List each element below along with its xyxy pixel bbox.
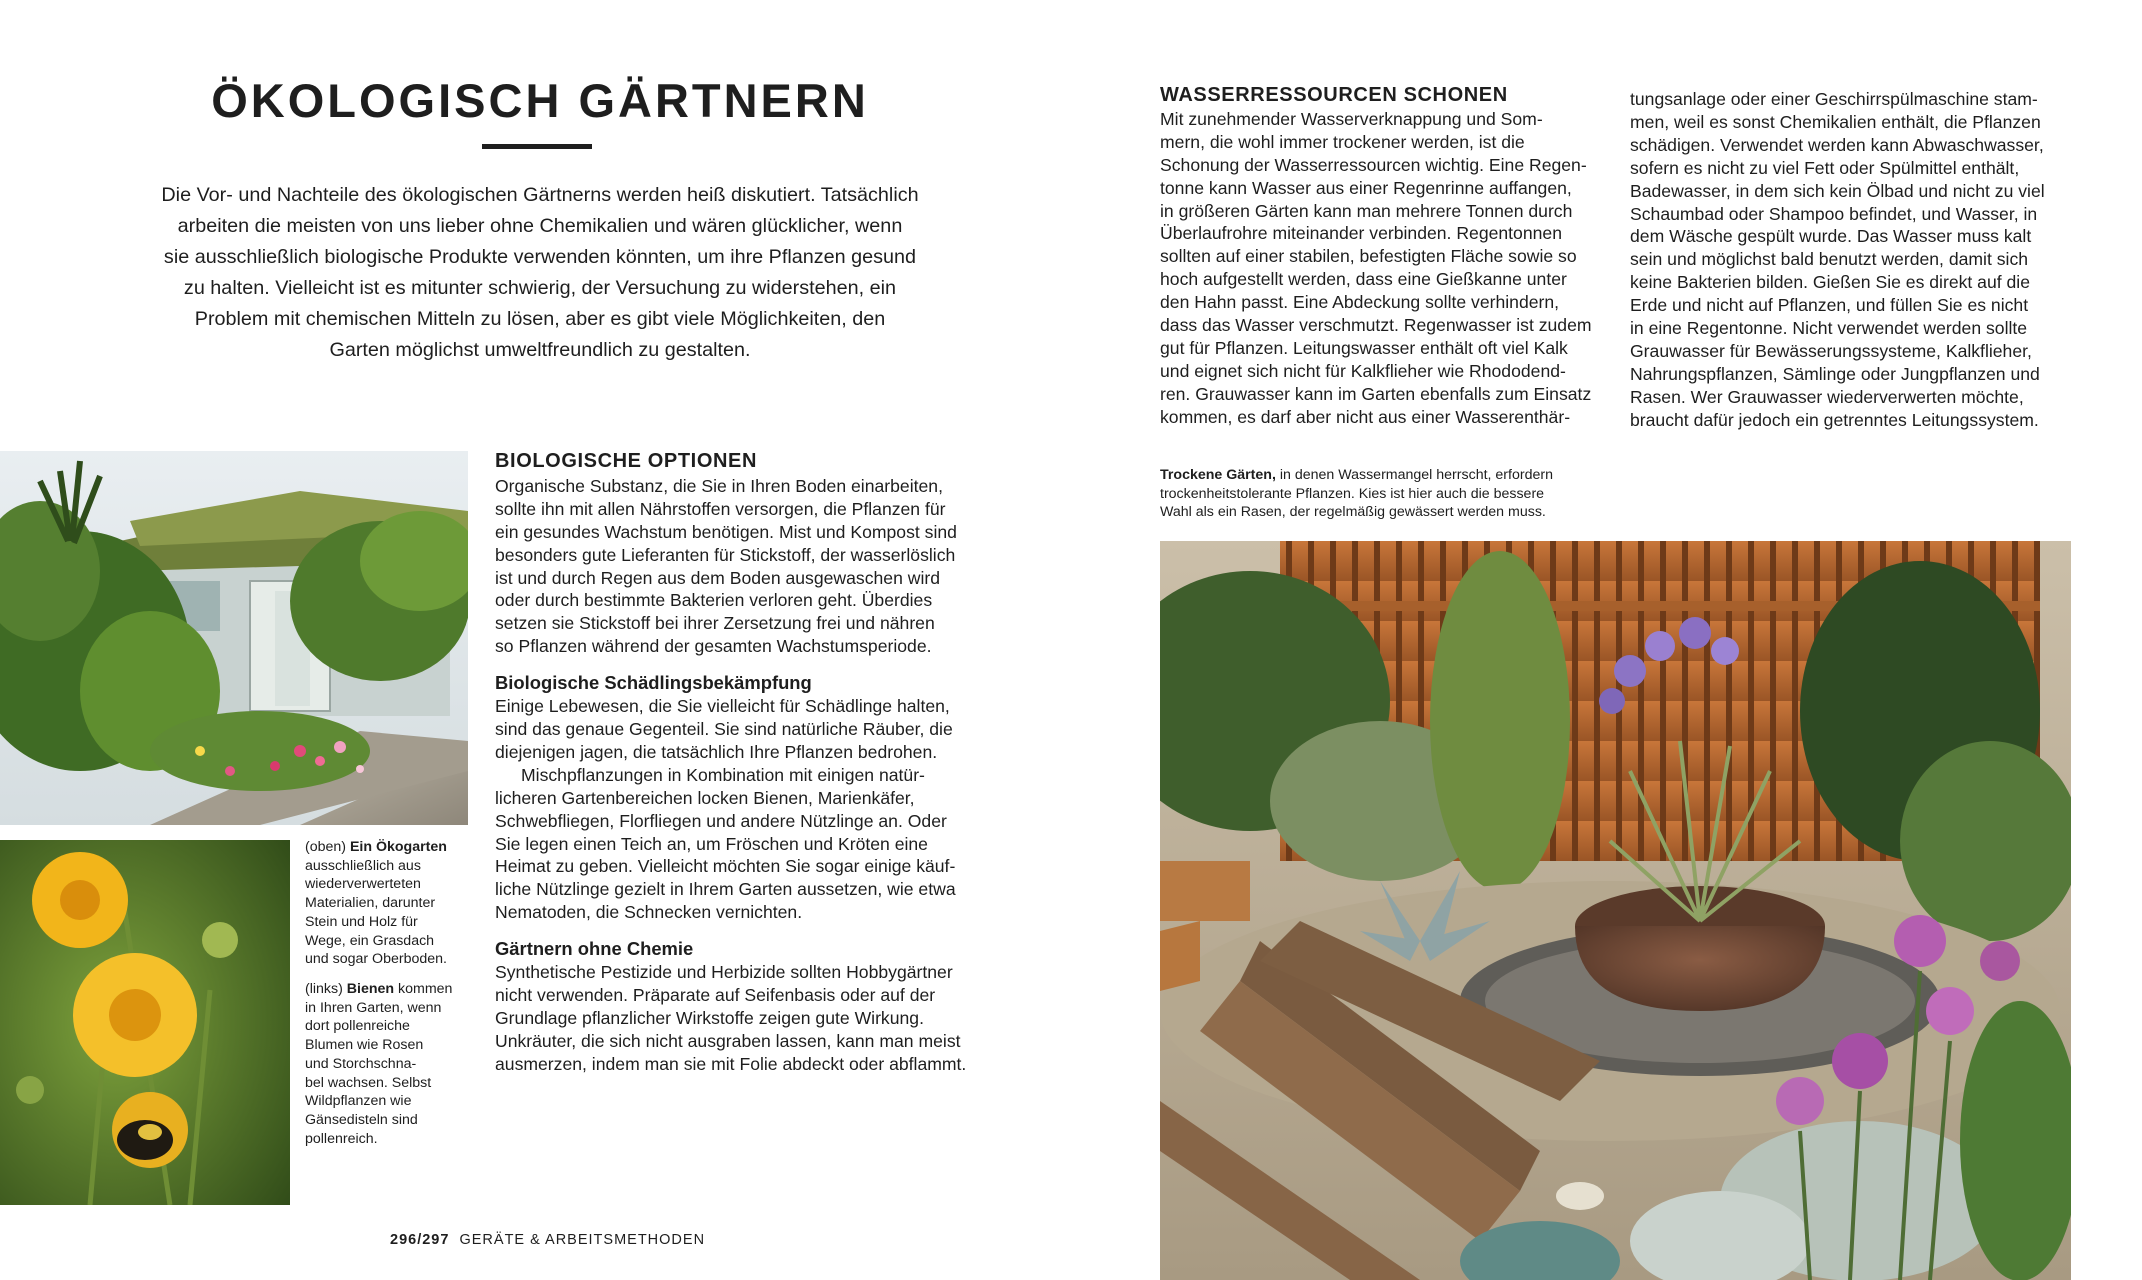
- caption-line: Wildpflanzen wie: [305, 1093, 412, 1110]
- body-line: sollten auf einer stabilen, befestigten Fläche sowie so: [1160, 246, 1577, 267]
- caption-rest: kommen: [394, 981, 453, 997]
- caption-line: wiederverwerteten: [305, 876, 421, 893]
- body-line: sofern es nicht zu viel Fett oder Spülmittel enthält,: [1630, 157, 2020, 178]
- intro-line: Garten möglichst umweltfreundlich zu gestalten.: [329, 339, 751, 361]
- caption-line: bel wachsen. Selbst: [305, 1074, 432, 1091]
- folio: [390, 1232, 705, 1248]
- caption-line: Wahl als ein Rasen, der regelmäßig gewässert werden muss.: [1160, 504, 1546, 521]
- caption-line: in Ihren Garten, wenn: [305, 999, 442, 1016]
- water-column-1: [1160, 84, 1630, 429]
- body-line: Sie legen einen Teich an, um Fröschen und Kröten eine: [495, 833, 928, 854]
- caption-prefix: (oben): [305, 839, 350, 855]
- caption-line: pollenreich.: [305, 1130, 378, 1147]
- title-underline: [482, 144, 592, 149]
- caption-line: und Storchschna-: [305, 1055, 417, 1072]
- intro-line: zu halten. Vielleicht ist es mitunter schwierig, der Versuchung zu widerstehen, ein: [183, 277, 897, 299]
- body-line: tonne kann Wasser aus einer Regenrinne auffangen,: [1160, 177, 1572, 198]
- body-line: sind das genaue Gegenteil. Sie sind natürliche Räuber, die: [495, 718, 953, 739]
- intro-line: Die Vor- und Nachteile des ökologischen Gärtnerns werden heiß diskutiert. Tatsächlich: [161, 184, 919, 206]
- section-heading: BIOLOGISCHE OPTIONEN: [495, 450, 758, 472]
- caption-line: Gänsedisteln sind: [305, 1111, 418, 1128]
- bee-flower-photo: [0, 840, 290, 1205]
- caption-line: Wege, ein Grasdach: [305, 932, 435, 949]
- body-line: Nahrungspflanzen, Sämlinge oder Jungpflanzen und: [1630, 363, 2040, 384]
- eco-garden-photo: [0, 451, 468, 825]
- body-line: Erde und nicht auf Pflanzen, und füllen Sie es nicht: [1630, 295, 2029, 316]
- body-line: nicht verwenden. Präparate auf Seifenbasis oder auf der: [495, 984, 936, 1005]
- body-line: so Pflanzen während der gesamten Wachstumsperiode.: [495, 636, 932, 657]
- page-numbers: 296/297: [390, 1232, 450, 1248]
- body-line: hoch aufgestellt werden, dass eine Gießkanne unter: [1160, 269, 1567, 290]
- caption-line: Stein und Holz für: [305, 913, 418, 930]
- body-line: Einige Lebewesen, die Sie vielleicht für Schädlinge halten,: [495, 696, 950, 717]
- body-line: Grauwasser für Bewässerungssysteme, Kalkflieher,: [1630, 340, 2032, 361]
- body-line: tungsanlage oder einer Geschirrspülmaschine stam-: [1630, 89, 2038, 109]
- body-line: men, weil es sonst Chemikalien enthält, die Pflanzen: [1630, 111, 2041, 132]
- body-line: Badewasser, in dem sich kein Ölbad und nicht zu viel: [1630, 180, 2045, 201]
- intro-line: sie ausschließlich biologische Produkte verwenden könnten, um ihre Pflanzen gesund: [163, 246, 917, 268]
- body-line: den Hahn passt. Eine Abdeckung sollte verhindern,: [1160, 292, 1560, 313]
- body-line: schädigen. Verwendet werden kann Abwaschwasser,: [1630, 134, 2044, 155]
- intro-line: arbeiten die meisten von uns lieber ohne Chemikalien und wären glücklicher, wenn: [177, 215, 903, 237]
- caption-line: ausschließlich aus: [305, 857, 421, 874]
- body-line: Heimat zu geben. Vielleicht möchten Sie sogar einige käuf-: [495, 856, 956, 877]
- caption-line: dort pollenreiche: [305, 1018, 410, 1035]
- subheading-no-chemistry: Gärtnern ohne Chemie: [495, 938, 694, 960]
- caption-eco-garden: [305, 838, 475, 969]
- caption-bold: Ein Ökogarten: [349, 839, 447, 855]
- bio-options-section: [495, 450, 1015, 1076]
- body-line: Mit zunehmender Wasserverknappung und Som-: [1160, 108, 1543, 129]
- caption-dry-garden: [1160, 466, 1630, 522]
- page-title: ÖKOLOGISCH GÄRTNERN: [211, 74, 869, 127]
- caption-prefix: (links): [305, 981, 347, 997]
- body-line: setzen sie Stickstoff bei ihrer Zersetzung frei und nähren: [495, 613, 935, 634]
- subheading-pest-control: Biologische Schädlingsbekämpfung: [495, 672, 812, 694]
- body-line: dass das Wasser verschmutzt. Regenwasser ist zudem: [1160, 315, 1592, 336]
- caption-bees: [305, 980, 475, 1148]
- caption-bold: Trockene Gärten,: [1160, 467, 1276, 483]
- dry-garden-photo: [1160, 541, 2071, 1280]
- body-line: Schaumbad oder Shampoo befindet, und Wasser, in: [1630, 203, 2038, 224]
- body-line: ein gesundes Wachstum benötigen. Mist und Kompost sind: [495, 521, 957, 542]
- body-line: besonders gute Lieferanten für Stickstoff, der wasserlöslich: [495, 544, 956, 565]
- intro-line: Problem mit chemischen Mitteln zu lösen, aber es gibt viele Möglichkeiten, den: [194, 308, 886, 330]
- section-heading-water: WASSERRESSOURCEN SCHONEN: [1160, 84, 1508, 106]
- caption-line: trockenheitstolerante Pflanzen. Kies ist hier auch die bessere: [1160, 485, 1545, 502]
- caption-bold: Bienen: [346, 981, 395, 997]
- body-line: oder durch bestimmte Bakterien verloren geht. Überdies: [495, 590, 933, 611]
- body-line: Unkräuter, die sich nicht ausgraben lassen, kann man meist: [495, 1030, 961, 1051]
- body-line: keine Bakterien bilden. Gießen Sie es direkt auf die: [1630, 272, 2031, 293]
- section-name: GERÄTE & ARBEITSMETHODEN: [459, 1232, 706, 1248]
- body-line: gut für Pflanzen. Leitungswasser enthält oft viel Kalk: [1160, 337, 1568, 358]
- body-line: Synthetische Pestizide und Herbizide sollten Hobbygärtner: [495, 962, 953, 983]
- body-line: ren. Grauwasser kann im Garten ebenfalls zum Einsatz: [1160, 383, 1592, 404]
- caption-line: und sogar Oberboden.: [305, 951, 447, 968]
- body-line: Schwebfliegen, Florfliegen und andere Nützlinge an. Oder: [495, 810, 947, 831]
- caption-line: Blumen wie Rosen: [305, 1037, 424, 1054]
- body-line: mern, die wohl immer trockener werden, ist die: [1160, 131, 1525, 152]
- caption-line: Materialien, darunter: [305, 895, 436, 912]
- body-line: Mischpflanzungen in Kombination mit einigen natür-: [521, 764, 925, 785]
- caption-rest: in denen Wassermangel herrscht, erfordern: [1275, 467, 1553, 483]
- body-line: in größeren Gärten kann man mehrere Tonnen durch: [1160, 200, 1573, 221]
- body-line: ist und durch Regen aus dem Boden ausgewaschen wird: [495, 567, 941, 588]
- body-line: sollte ihn mit allen Nährstoffen versorgen, die Pflanzen für: [495, 498, 946, 519]
- body-line: sein und möglichst bald benutzt werden, damit sich: [1630, 249, 2029, 270]
- body-line: Rasen. Wer Grauwasser wiederverwerten möchte,: [1630, 386, 2024, 407]
- body-line: liche Nützlinge gezielt in Ihrem Garten aussetzen, wie etwa: [495, 879, 956, 900]
- body-line: braucht dafür jedoch ein getrenntes Leitungssystem.: [1630, 409, 2039, 430]
- body-line: ausmerzen, indem man sie mit Folie abdeckt oder abflammt.: [495, 1053, 967, 1074]
- body-line: Nematoden, die Schnecken vernichten.: [495, 902, 803, 923]
- intro-paragraph: [120, 180, 960, 366]
- body-line: in eine Regentonne. Nicht verwendet werden sollte: [1630, 318, 2028, 339]
- body-line: licheren Gartenbereichen locken Bienen, Marienkäfer,: [495, 787, 915, 808]
- body-line: Schonung der Wasserressourcen wichtig. Eine Regen-: [1160, 154, 1587, 175]
- body-line: und eignet sich nicht für Kalkflieher wie Rhododend-: [1160, 360, 1566, 381]
- body-line: Überlaufrohre miteinander verbinden. Regentonnen: [1160, 223, 1562, 244]
- body-line: Organische Substanz, die Sie in Ihren Boden einarbeiten,: [495, 475, 943, 496]
- body-line: dem Wäsche gespült wurde. Das Wasser muss kalt: [1630, 226, 2032, 247]
- water-column-2: [1630, 88, 2110, 432]
- body-line: kommen, es darf aber nicht aus einer Wasserenthär-: [1160, 406, 1571, 427]
- body-line: diejenigen jagen, die tatsächlich Ihre Pflanzen bedrohen.: [495, 741, 938, 762]
- body-line: Grundlage pflanzlicher Wirkstoffe zeigen gute Wirkung.: [495, 1007, 924, 1028]
